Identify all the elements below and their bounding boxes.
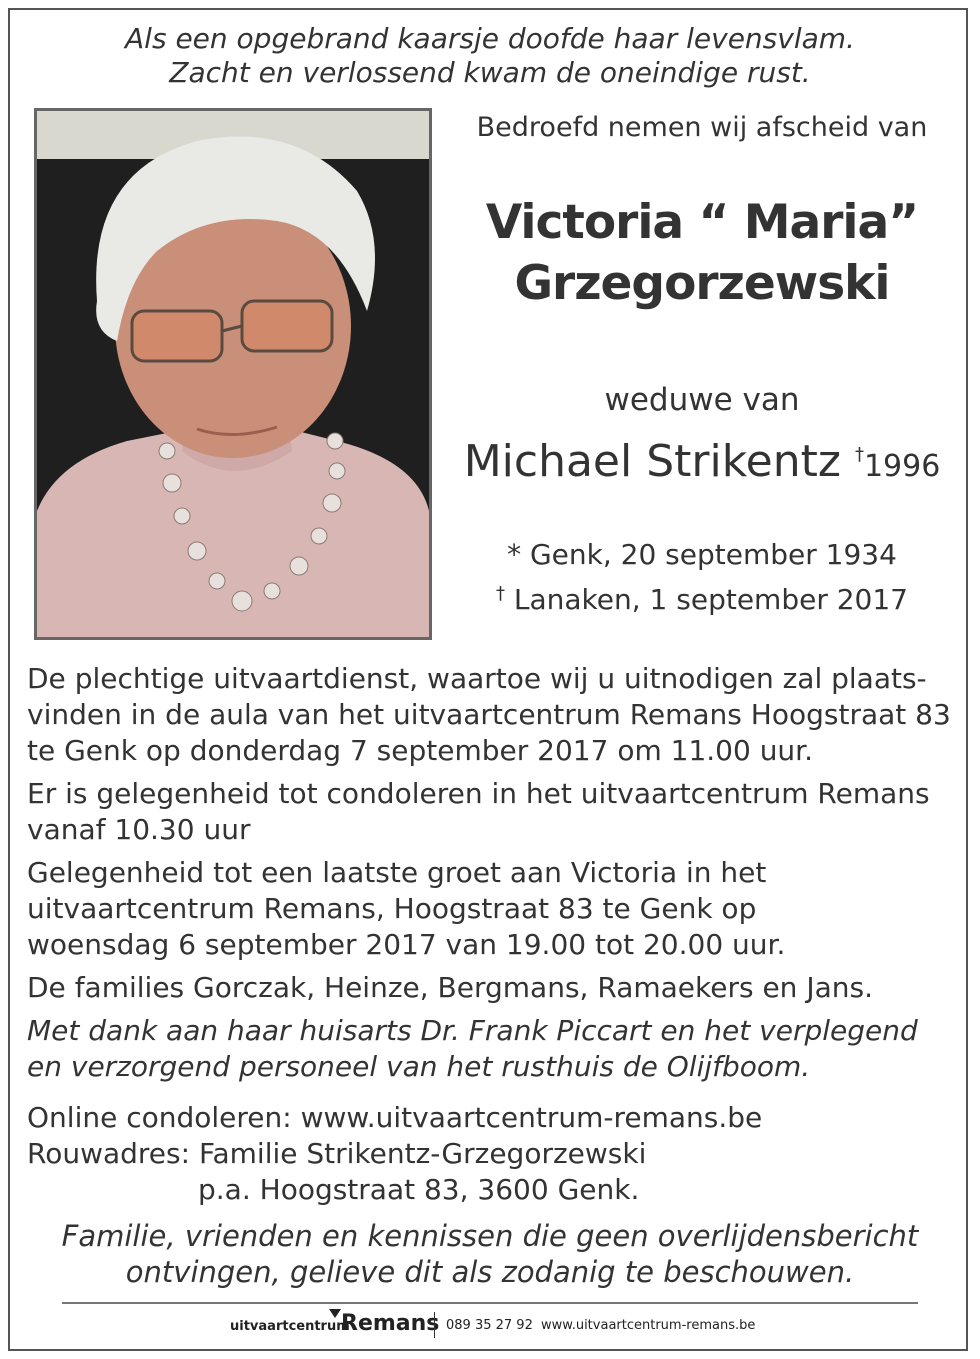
husband-death-year: 1996 — [863, 449, 941, 484]
deceased-name — [446, 192, 958, 314]
text-line: uitvaartcentrum Remans, Hoogstraat 83 te Genk op — [27, 892, 757, 925]
birth-line: * Genk, 20 september 1934 — [507, 538, 897, 571]
triangle-marker-icon — [329, 1309, 341, 1319]
footer — [0, 1308, 980, 1348]
service-paragraph — [27, 661, 957, 769]
text-line: woensdag 6 september 2017 van 19.00 tot 20.00 uur. — [27, 928, 786, 961]
text-line: te Genk op donderdag 7 september 2017 om 11.00 uur. — [27, 734, 814, 767]
poem-line: Als een opgebrand kaarsje doofde haar levensvlam. — [125, 22, 855, 55]
closing-line: Familie, vrienden en kennissen die geen overlijdensbericht — [61, 1219, 919, 1253]
text-line: vinden in de aula van het uitvaartcentrum Remans Hoogstraat 83 — [27, 698, 951, 731]
footer-phone: 089 35 27 92 — [446, 1318, 533, 1333]
cross-icon: † — [854, 444, 864, 465]
text-line: Er is gelegenheid tot condoleren in het uitvaartcentrum Remans — [27, 777, 930, 810]
mourning-address: Rouwadres: Familie Strikentz-Grzegorzewski — [27, 1137, 647, 1170]
death-text: Lanaken, 1 september 2017 — [513, 583, 908, 616]
farewell-paragraph — [27, 855, 957, 963]
text-line: Met dank aan haar huisarts Dr. Frank Piccart en het verplegend — [27, 1014, 918, 1047]
footer-website: www.uitvaartcentrum-remans.be — [541, 1318, 756, 1333]
online-condolence: Online condoleren: www.uitvaartcentrum-remans.be — [27, 1101, 763, 1134]
name-line-1: Victoria “ Maria” — [485, 195, 919, 250]
closing-note — [20, 1218, 960, 1290]
widow-of-label: weduwe van — [604, 382, 800, 418]
footer-brand-label: uitvaartcentrum — [230, 1319, 350, 1334]
condolence-paragraph — [27, 776, 957, 848]
intro-text: Bedroefd nemen wij afscheid van — [476, 112, 928, 143]
portrait-illustration — [37, 111, 429, 637]
poem-line: Zacht en verlossend kwam de oneindige rust. — [169, 56, 811, 89]
opening-poem — [20, 22, 960, 90]
families-line: De families Gorczak, Heinze, Bergmans, Ramaekers en Jans. — [27, 971, 873, 1004]
text-line: vanaf 10.30 uur — [27, 813, 251, 846]
footer-separator — [434, 1312, 435, 1338]
text-line: en verzorgend personeel van het rusthuis de Olijfboom. — [27, 1050, 811, 1083]
portrait-photo — [34, 108, 432, 640]
death-line — [446, 583, 958, 616]
footer-brand-name: Remans — [341, 1311, 440, 1336]
husband-line — [446, 436, 958, 487]
closing-line: ontvingen, gelieve dit als zodanig te beschouwen. — [125, 1255, 855, 1289]
mourning-address-line-2: p.a. Hoogstraat 83, 3600 Genk. — [198, 1173, 640, 1206]
thanks-paragraph — [27, 1013, 957, 1085]
cross-icon: † — [495, 583, 505, 604]
text-line: Gelegenheid tot een laatste groet aan Victoria in het — [27, 856, 767, 889]
text-line: De plechtige uitvaartdienst, waartoe wij u uitnodigen zal plaats- — [27, 662, 927, 695]
name-line-2: Grzegorzewski — [514, 256, 890, 311]
footer-divider — [62, 1302, 918, 1304]
husband-name: Michael Strikentz — [463, 436, 841, 487]
